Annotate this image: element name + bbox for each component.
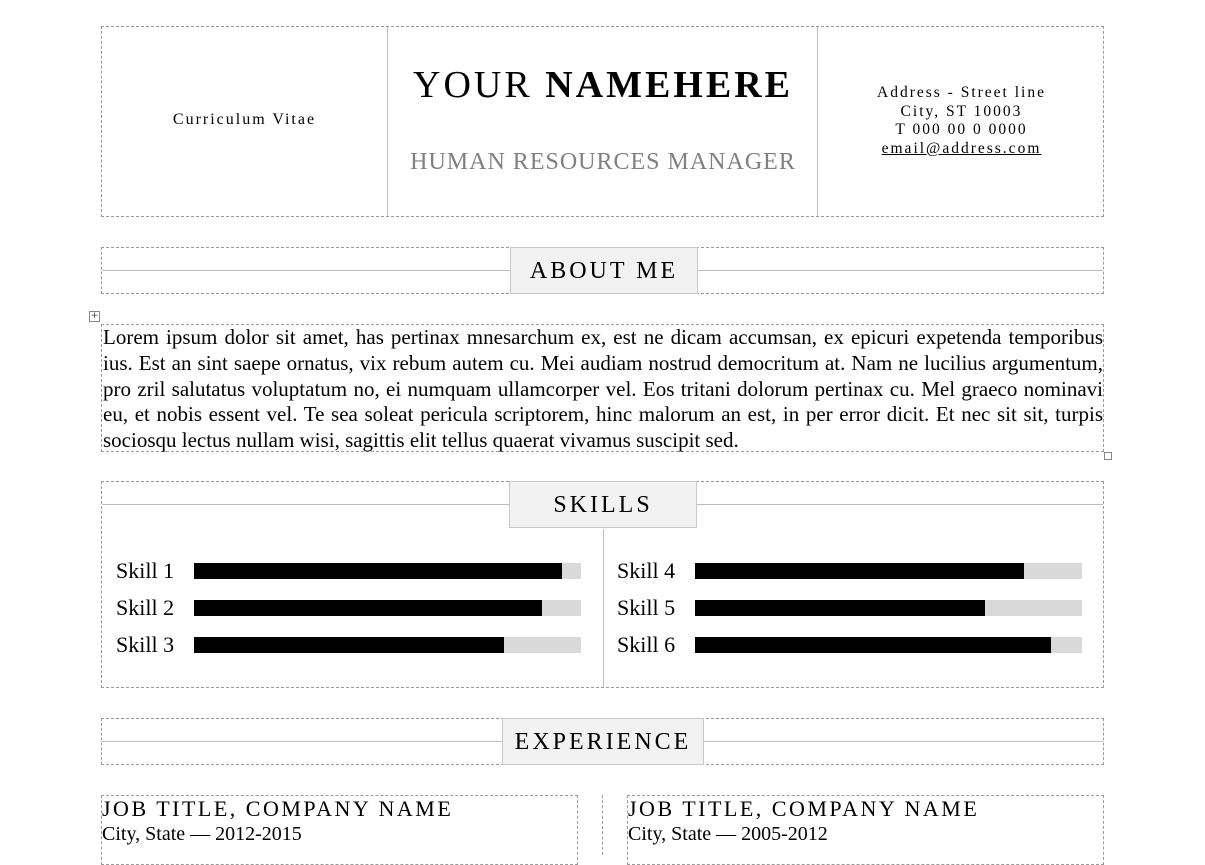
city-line: City, ST 10003 bbox=[900, 102, 1023, 120]
skill-bar bbox=[695, 563, 1082, 579]
skills-title: SKILLS bbox=[509, 481, 697, 528]
name-last: NAMEHERE bbox=[545, 64, 793, 106]
cv-label: Curriculum Vitae bbox=[172, 111, 317, 128]
name-first: YOUR bbox=[413, 64, 546, 106]
skill-bar bbox=[194, 563, 581, 579]
skill-bar-fill bbox=[695, 637, 1051, 653]
about-section-header bbox=[101, 247, 1104, 294]
job-details: City, State — 2012-2015 bbox=[102, 823, 302, 845]
skill-bar bbox=[695, 600, 1082, 616]
cv-header bbox=[101, 26, 1104, 217]
skill-label: Skill 6 bbox=[617, 632, 676, 657]
skill-bar bbox=[194, 600, 581, 616]
header-divider bbox=[387, 27, 388, 216]
skill-bar bbox=[194, 637, 581, 653]
job-entry[interactable] bbox=[627, 795, 1104, 865]
experience-title: EXPERIENCE bbox=[502, 718, 704, 765]
job-details: City, State — 2005-2012 bbox=[628, 823, 828, 845]
job-entry[interactable] bbox=[101, 795, 578, 865]
job-role: HUMAN RESOURCES MANAGER bbox=[410, 149, 796, 175]
skill-label: Skill 3 bbox=[116, 632, 175, 657]
skill-bar-fill bbox=[194, 600, 542, 616]
skill-label: Skill 1 bbox=[116, 558, 175, 583]
table-resize-handle[interactable] bbox=[1104, 452, 1112, 460]
skill-label: Skill 5 bbox=[617, 595, 676, 620]
job-title: JOB TITLE, COMPANY NAME bbox=[628, 796, 980, 821]
skill-bar-fill bbox=[695, 563, 1024, 579]
email-link[interactable]: email@address.com bbox=[881, 139, 1042, 157]
skill-label: Skill 4 bbox=[617, 558, 676, 583]
phone-line: T 000 00 0 0000 bbox=[895, 121, 1028, 138]
skills-column-divider bbox=[603, 529, 604, 687]
skills-section bbox=[101, 481, 1104, 688]
skill-bar-fill bbox=[695, 600, 985, 616]
skill-bar-fill bbox=[194, 637, 504, 653]
contact-block bbox=[818, 84, 1105, 158]
person-name bbox=[388, 63, 818, 107]
skill-bar-fill bbox=[194, 563, 562, 579]
experience-column-divider bbox=[602, 795, 603, 855]
experience-section-header bbox=[101, 718, 1104, 765]
about-title: ABOUT ME bbox=[510, 247, 698, 294]
table-move-handle-icon[interactable]: + bbox=[90, 311, 99, 321]
about-text[interactable]: Lorem ipsum dolor sit amet, has pertinax mnesarchum ex, est ne dicam accumsan, ex epicuri expetenda temporibus ius. Est an sint saepe ornatus, vix rebum autem cu. Mei audiam nostrud democritum at. Nam ne lucilius argumentum, pro zril salutatus voluptatum no, ei numquam ullamcorper vel. Eos tritani dolorum pertinax cu. Mel graeco nominavi eu, et nobis essent vel. Te sea soleat pericula scriptorem, hinc malorum an est, in per error dicit. Et nec sit sit, turpis sociosqu lectus nullam wisi, sagittis elit tellus quaerat vivamus suscipit sed. bbox=[103, 325, 1103, 453]
job-title: JOB TITLE, COMPANY NAME bbox=[102, 796, 454, 821]
skill-bar bbox=[695, 637, 1082, 653]
address-line: Address - Street line bbox=[877, 84, 1046, 101]
skill-label: Skill 2 bbox=[116, 595, 175, 620]
